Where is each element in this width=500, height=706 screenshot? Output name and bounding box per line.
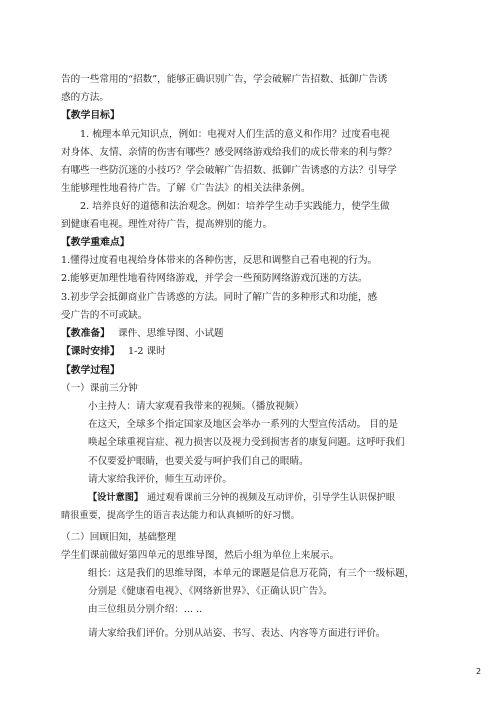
evaluate-line: 请大家给我们评价。分别从站姿、书写、表达、内容等方面进行评价。 <box>88 628 386 639</box>
intro-line-1: 告的一些常用的“招数”，能够正确识别广告，学会破解广告招数、抵御广告诱 <box>61 74 388 85</box>
key-point-1: 1.懂得过度看电视给身体带来的各种伤害，反思和调整自己看电视的行为。 <box>61 255 378 266</box>
preparation-text: 课件、思维导图、小试题 <box>118 328 224 339</box>
leader-line-2: 分别是《健康看电视》、《网络新世界》、《正确认识广告》。 <box>88 586 333 597</box>
video-text-line-3: 不仅要爱护眼睛，也要关爱与呵护我们自己的眼睛。 <box>88 456 309 467</box>
mindmap-line: 学生们课前做好第四单元的思维导图，然后小组为单位上来展示。 <box>61 550 340 561</box>
key-point-2: 2.能够更加理性地看待网络游戏，并学会一些预防网络游戏沉迷的方法。 <box>61 273 368 284</box>
section-2-title: （二）回顾旧知，基础整理 <box>61 532 177 543</box>
objective-1-line-4: 生能够理性地看待广告。了解《广告法》的相关法律条例。 <box>61 183 311 194</box>
video-text-line-2: 唤起全球重视盲症、视力损害以及视力受到损害者的康复问题。这呼吁我们 <box>88 437 405 448</box>
key-point-3-line-2: 受广告的不可或缺。 <box>61 310 148 321</box>
objective-1-line-2: 对身体、友情、亲情的伤害有哪些？感受网络游戏给我们的成长带来的利与弊？ <box>61 147 397 158</box>
objective-2-line-2: 到健康看电视。理性对待广告，提高辨别的能力。 <box>61 219 273 230</box>
heading-objectives: 【教学目标】 <box>61 110 120 121</box>
host-line: 小主持人：请大家观看我带来的视频。（播放视频） <box>88 401 304 412</box>
key-point-3-line-1: 3.初步学会抵御商业广告诱惑的方法。同时了解广告的多种形式和功能，感 <box>61 292 378 303</box>
intro-line-2: 惑的方法。 <box>61 92 109 103</box>
design-intent-line-1: 通过观看课前三分钟的视频及互动评价，引导学生认识保护眼 <box>147 492 396 503</box>
heading-process: 【教学过程】 <box>61 365 120 376</box>
heading-preparation: 【教准备】 <box>61 328 110 339</box>
leader-line-1: 组长：这是我们的思维导图，本单元的课题是信息万花筒，有三个一级标题， <box>88 568 415 579</box>
heading-key-points: 【教学重难点】 <box>61 237 130 248</box>
schedule-text: 1-2 课时 <box>128 346 166 357</box>
objective-1-line-1: 1. 梳理本单元知识点，例如：电视对人们生活的意义和作用？过度看电视 <box>80 129 390 140</box>
page-number: 2 <box>476 667 482 676</box>
objective-1-line-3: 有哪些一些防沉迷的小技巧？学会破解广告招数、抵御广告诱惑的方法？引导学 <box>61 165 397 176</box>
heading-schedule: 【课时安排】 <box>61 346 120 357</box>
members-line: 由三位组员分别介绍：... .. <box>88 604 203 615</box>
objective-2-line-1: 2. 培养良好的道德和法治观念。例如：培养学生动手实践能力，使学生做 <box>80 201 390 212</box>
evaluation-line: 请大家给我评价，师生互动评价。 <box>88 474 232 485</box>
design-intent-label: 【设计意图】 <box>88 492 144 503</box>
design-intent-line-2: 睛很重要，提高学生的语言表达能力和认真倾听的好习惯。 <box>61 510 300 521</box>
section-1-title: （一）课前三分钟 <box>61 383 138 394</box>
video-text-line-1: 在这天，全球多个指定国家及地区会举办一系列的大型宣传活动。 目的是 <box>88 419 399 430</box>
